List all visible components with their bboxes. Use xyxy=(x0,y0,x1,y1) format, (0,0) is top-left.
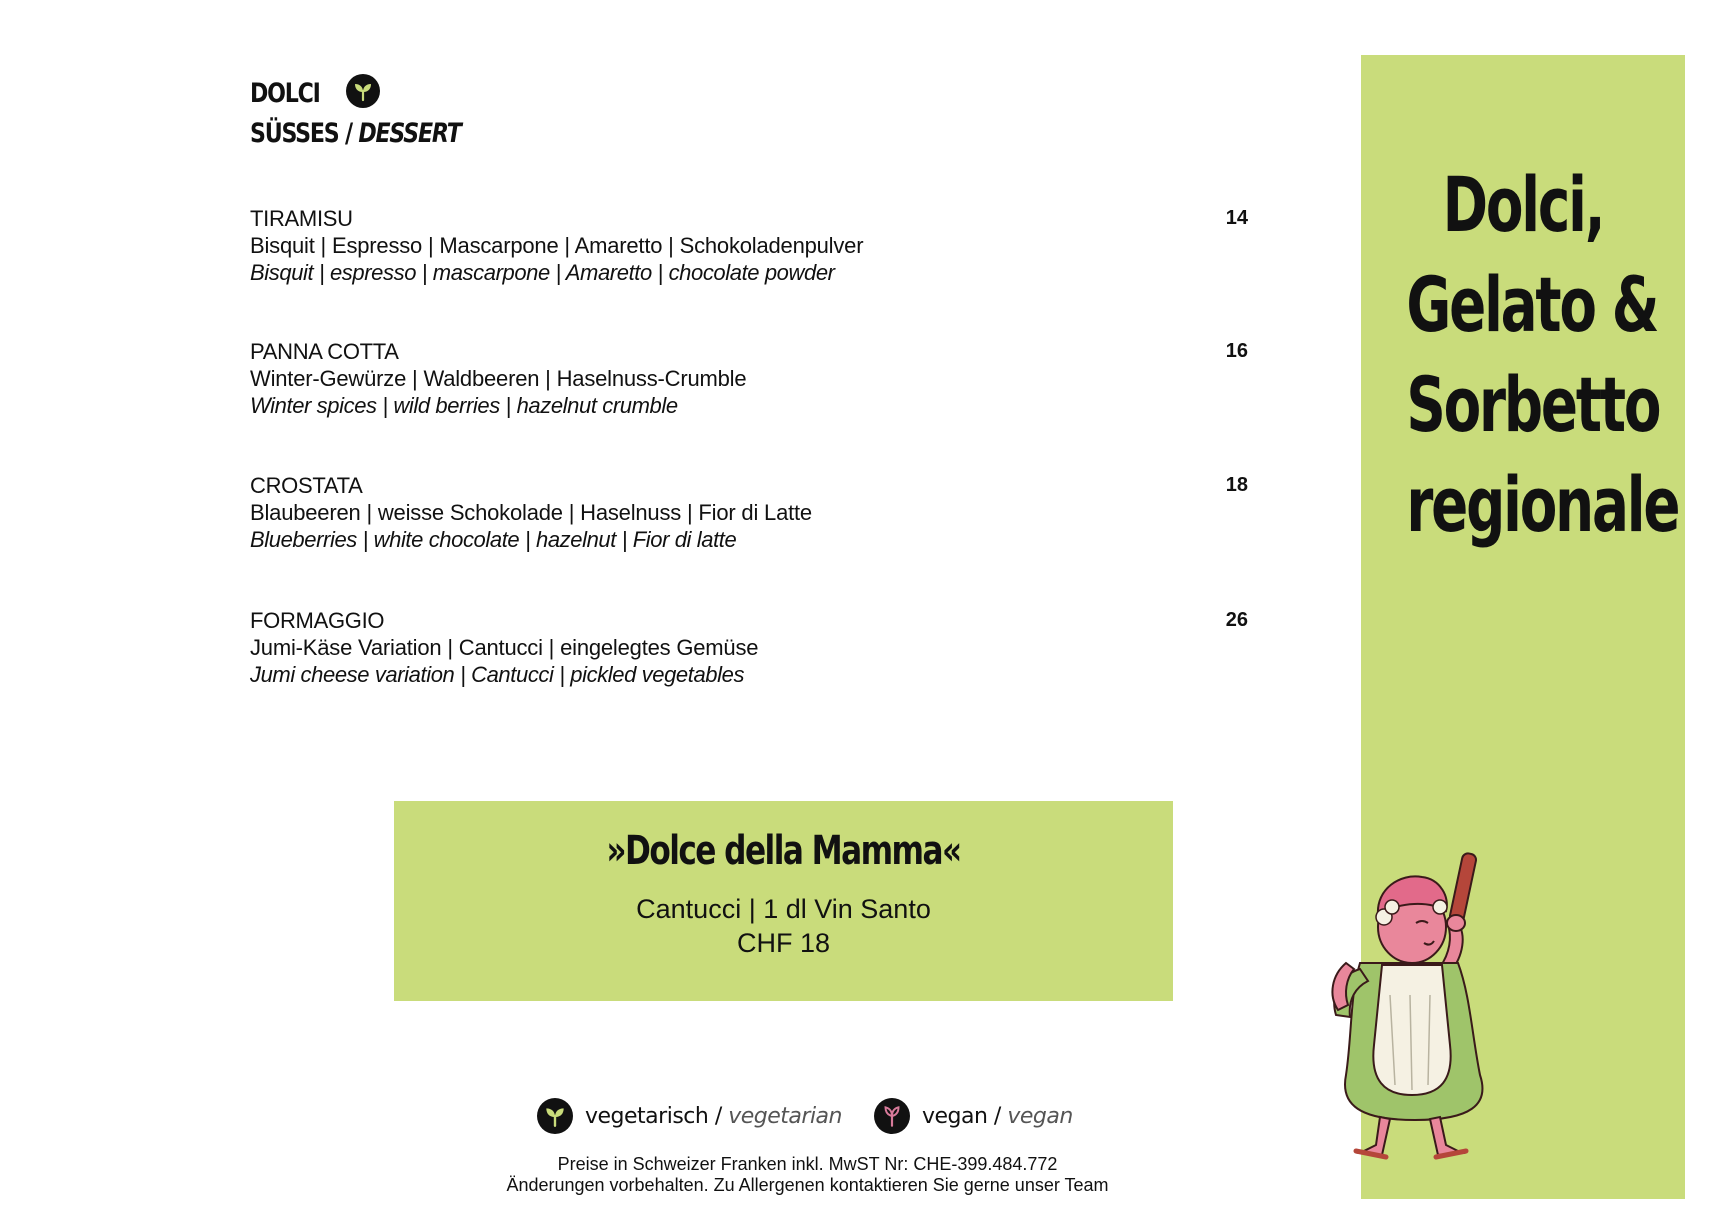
side-title-line: regionale xyxy=(1406,460,1679,549)
special-offer-box xyxy=(394,801,1173,1001)
item-description-de: Winter-Gewürze | Waldbeeren | Haselnuss-Crumble xyxy=(250,366,747,391)
item-name: PANNA COTTA xyxy=(250,339,399,364)
vegan-label-en: vegan xyxy=(1007,1103,1073,1129)
item-description-de: Blaubeeren | weisse Schokolade | Haselnuss | Fior di Latte xyxy=(250,500,812,525)
item-description-en: Jumi cheese variation | Cantucci | pickled vegetables xyxy=(250,662,745,687)
side-panel-title xyxy=(1361,155,1685,555)
item-price: 14 xyxy=(1225,207,1248,229)
special-price: CHF 18 xyxy=(736,928,831,958)
footer-allergen-note: Änderungen vorbehalten. Zu Allergenen kontaktieren Sie gerne unser Team xyxy=(506,1175,1109,1195)
special-description: Cantucci | 1 dl Vin Santo xyxy=(636,894,931,924)
item-description-de: Bisquit | Espresso | Mascarpone | Amaretto | Schokoladenpulver xyxy=(250,233,864,258)
leaf-icon xyxy=(346,74,380,108)
vegetarian-label-sep: / xyxy=(708,1103,729,1129)
side-title-line: Dolci, xyxy=(1442,160,1604,249)
side-title-line: Sorbetto xyxy=(1406,360,1660,449)
footer-price-note: Preise in Schweizer Franken inkl. MwST Nr: CHE-399.484.772 xyxy=(557,1154,1058,1174)
item-name: CROSTATA xyxy=(250,473,363,498)
item-price: 16 xyxy=(1225,340,1248,362)
header-subtitle xyxy=(250,114,461,154)
menu-item-crostata xyxy=(250,472,1250,553)
vegetarian-label xyxy=(585,1104,842,1129)
item-name: FORMAGGIO xyxy=(250,608,385,633)
item-price: 18 xyxy=(1225,474,1248,496)
vegan-sprout-icon xyxy=(874,1098,910,1134)
menu-item-formaggio xyxy=(250,607,1250,688)
vegetarian-label-de: vegetarisch xyxy=(585,1103,709,1129)
vegan-label-de: vegan xyxy=(921,1103,988,1129)
header-subtitle-en: DESSERT xyxy=(358,118,461,149)
vegan-label-sep: / xyxy=(987,1103,1008,1129)
item-name: TIRAMISU xyxy=(250,206,353,231)
vegetarian-leaf-icon xyxy=(537,1098,573,1134)
item-description-en: Winter spices | wild berries | hazelnut crumble xyxy=(250,393,678,418)
side-title-line: Gelato & xyxy=(1406,260,1658,349)
item-description-en: Bisquit | espresso | mascarpone | Amaretto | chocolate powder xyxy=(250,260,835,285)
header-subtitle-de: SÜSSES xyxy=(250,118,339,149)
header-title: DOLCI xyxy=(250,78,320,109)
menu-item-panna-cotta xyxy=(250,338,1250,419)
diet-legend xyxy=(537,1095,1073,1137)
item-description-de: Jumi-Käse Variation | Cantucci | eingelegtes Gemüse xyxy=(250,635,759,660)
vegan-label xyxy=(922,1104,1073,1129)
item-description-en: Blueberries | white chocolate | hazelnut | Fior di latte xyxy=(250,527,737,552)
vegetarian-label-en: vegetarian xyxy=(728,1103,842,1129)
mamma-illustration xyxy=(1290,845,1540,1165)
special-title: »Dolce della Mamma« xyxy=(606,828,961,874)
item-price: 26 xyxy=(1225,609,1248,631)
header-subtitle-sep: / xyxy=(338,118,359,149)
footer-notes xyxy=(400,1154,1215,1196)
menu-item-tiramisu xyxy=(250,205,1250,286)
